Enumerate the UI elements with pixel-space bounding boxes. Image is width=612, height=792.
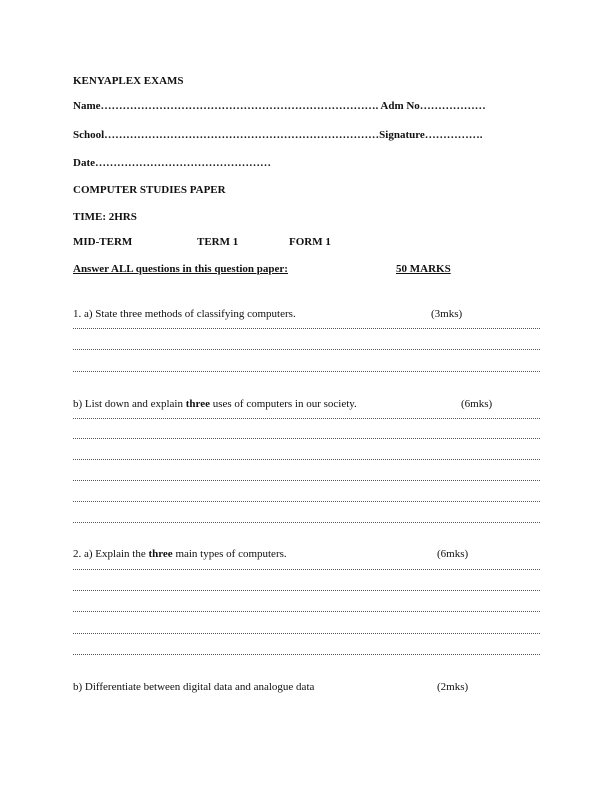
answer-line[interactable] [73,371,540,372]
exam-time: TIME: 2HRS [73,211,137,223]
question-marks: (2mks) [437,681,469,693]
question-text: uses of computers in our society. [209,398,357,410]
exam-org-title: KENYAPLEX EXAMS [73,75,184,87]
question-1a [73,308,296,321]
answer-line[interactable] [73,611,540,612]
answer-line[interactable] [73,501,540,502]
answer-line[interactable] [73,654,540,655]
question-text: b) List down and explain [73,398,186,410]
question-emphasis: three [185,398,210,410]
total-marks: 50 MARKS [396,263,451,275]
answer-line[interactable] [73,438,540,439]
exam-term: TERM 1 [197,236,239,248]
answer-line[interactable] [73,349,540,350]
date-line: Date………………………………………… [73,157,271,169]
exam-type: MID-TERM [73,236,133,248]
answer-line[interactable] [73,480,540,481]
answer-line[interactable] [73,590,540,591]
question-text: 2. a) Explain the [73,548,149,560]
question-text: 1. a) State three methods of classifying computers. [73,308,296,320]
question-text: main types of computers. [172,548,287,560]
instructions: Answer ALL questions in this question paper: [73,263,288,275]
school-signature-line: School…………………………………………………………………Signature……………. [73,129,483,141]
question-text: b) Differentiate between digital data and analogue data [73,681,315,693]
question-marks: (6mks) [461,398,493,410]
answer-line[interactable] [73,328,540,329]
answer-line[interactable] [73,418,540,419]
question-marks: (3mks) [431,308,463,320]
answer-line[interactable] [73,569,540,570]
question-2a [73,548,287,561]
question-1b [73,398,357,411]
answer-line[interactable] [73,522,540,523]
paper-title: COMPUTER STUDIES PAPER [73,184,226,196]
question-emphasis: three [148,548,173,560]
answer-line[interactable] [73,459,540,460]
answer-line[interactable] [73,633,540,634]
question-2b [73,681,314,694]
name-adm-line: Name…………………………………………………………………. Adm No……………… [73,100,486,112]
question-marks: (6mks) [437,548,469,560]
exam-form: FORM 1 [289,236,331,248]
